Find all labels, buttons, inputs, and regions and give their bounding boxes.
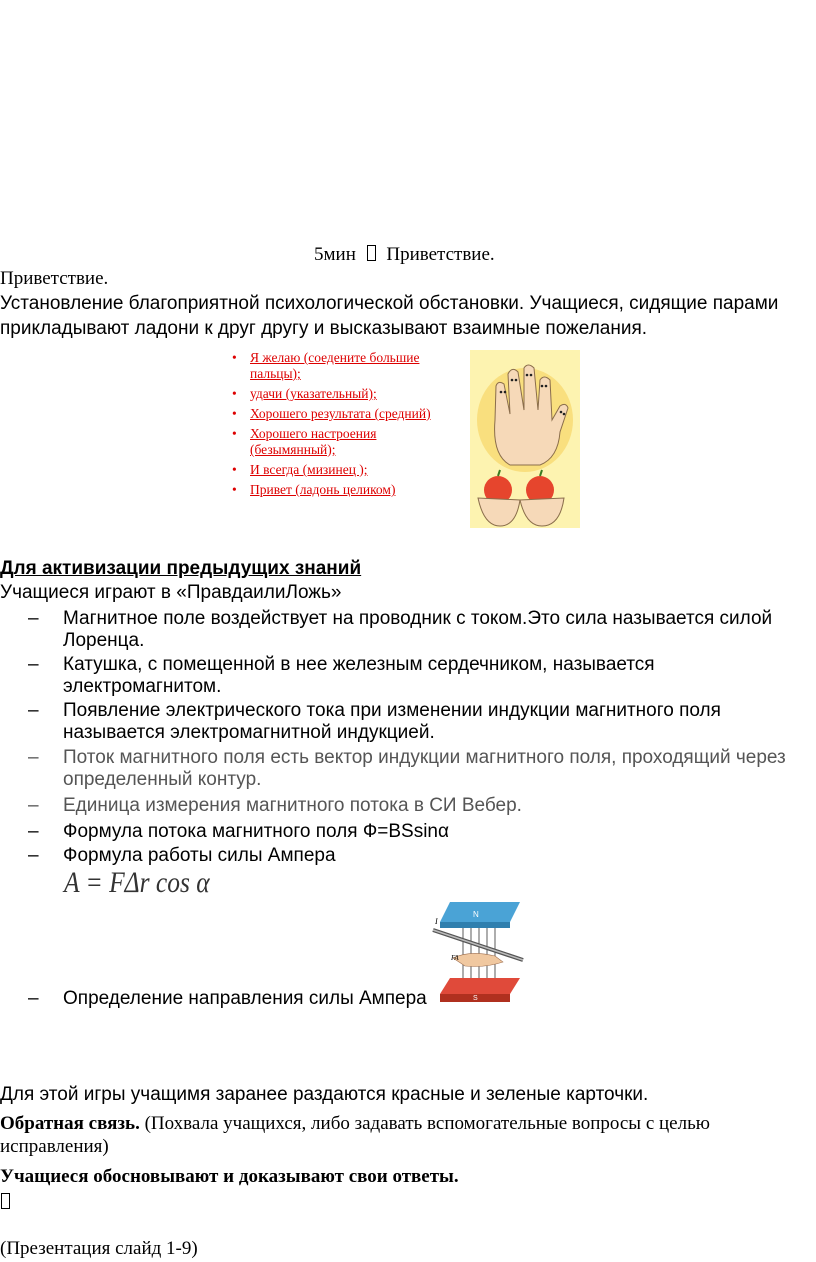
force-label: FA: [451, 954, 459, 962]
statement-item-cont: определенный контур.: [63, 769, 262, 790]
greeting-text-line2: прикладывают ладони к друг другу и высказывают взаимные пожелания.: [0, 318, 648, 339]
list-dash: –: [28, 795, 39, 816]
heading-title: Приветствие.: [386, 244, 495, 265]
magnet-n-label: N: [473, 910, 479, 919]
statement-item: Катушка, с помещенной в нее железным сердечником, называется: [63, 654, 655, 675]
current-label: I: [435, 917, 438, 926]
greeting-label: Приветствие.: [0, 268, 109, 289]
statement-item: Определение направления силы Ампера: [63, 988, 427, 1009]
ampere-work-formula: A = FΔr cos α: [64, 866, 210, 899]
list-dash: –: [28, 747, 39, 768]
missing-glyph-icon: [1, 1193, 10, 1209]
feedback-label: Обратная связь.: [0, 1113, 140, 1134]
statement-item: Формула потока магнитного поля Ф=BSsinα: [63, 821, 449, 842]
statement-item: Единица измерения магнитного потока в СИ Вебер.: [63, 795, 522, 816]
ampere-force-diagram: [425, 898, 530, 1006]
wish-item: • Хорошего результата (средний): [232, 406, 452, 422]
statement-item-cont: Лоренца.: [63, 630, 145, 651]
section-heading: [314, 244, 495, 266]
list-dash: –: [28, 845, 39, 866]
statement-item: Появление электрического тока при изменении индукции магнитного поля: [63, 700, 721, 721]
greeting-text-line1: Установление благоприятной психологической обстановки. Учащиеся, сидящие парами: [0, 293, 779, 314]
feedback-text: (Похвала учащихся, либо задавать вспомогательные вопросы с целью: [139, 1113, 710, 1134]
wish-item: • Хорошего настроения (безымянный);: [232, 426, 452, 458]
statement-item: Поток магнитного поля есть вектор индукции магнитного поля, проходящий через: [63, 747, 786, 768]
list-dash: –: [28, 608, 39, 629]
list-dash: –: [28, 821, 39, 842]
wish-item: • И всегда (мизинец );: [232, 462, 452, 478]
slides-note: (Презентация слайд 1-9): [0, 1238, 198, 1259]
wish-item: • Привет (ладонь целиком): [232, 482, 452, 498]
statement-item-cont: называется электромагнитной индукцией.: [63, 722, 435, 743]
justify-text: Учащиеся обосновывают и доказывают свои ответы.: [0, 1166, 459, 1187]
missing-glyph-icon: [367, 245, 376, 261]
wish-item: • Я желаю (соедените большие пальцы);: [232, 350, 452, 382]
wish-item: • удачи (указательный);: [232, 386, 452, 402]
statement-item-cont: электромагнитом.: [63, 676, 222, 697]
list-dash: –: [28, 700, 39, 721]
feedback-line1: [0, 1113, 710, 1135]
activation-intro: Учащиеся играют в «ПравдаилиЛожь»: [0, 582, 342, 603]
wishes-list: [232, 350, 452, 502]
statement-item: Магнитное поле воздействует на проводник с током.Это сила называется силой: [63, 608, 773, 629]
feedback-line2: исправления): [0, 1136, 109, 1157]
time-label: 5мин: [314, 244, 356, 265]
list-dash: –: [28, 654, 39, 675]
hand-illustration: [470, 350, 580, 528]
magnet-s-label: S: [473, 995, 478, 1002]
cards-note: Для этой игры учащимя заранее раздаются красные и зеленые карточки.: [0, 1084, 649, 1105]
activation-title: Для активизации предыдущих знаний: [0, 558, 362, 579]
list-dash: –: [28, 988, 39, 1009]
statement-item: Формула работы силы Ампера: [63, 845, 336, 866]
